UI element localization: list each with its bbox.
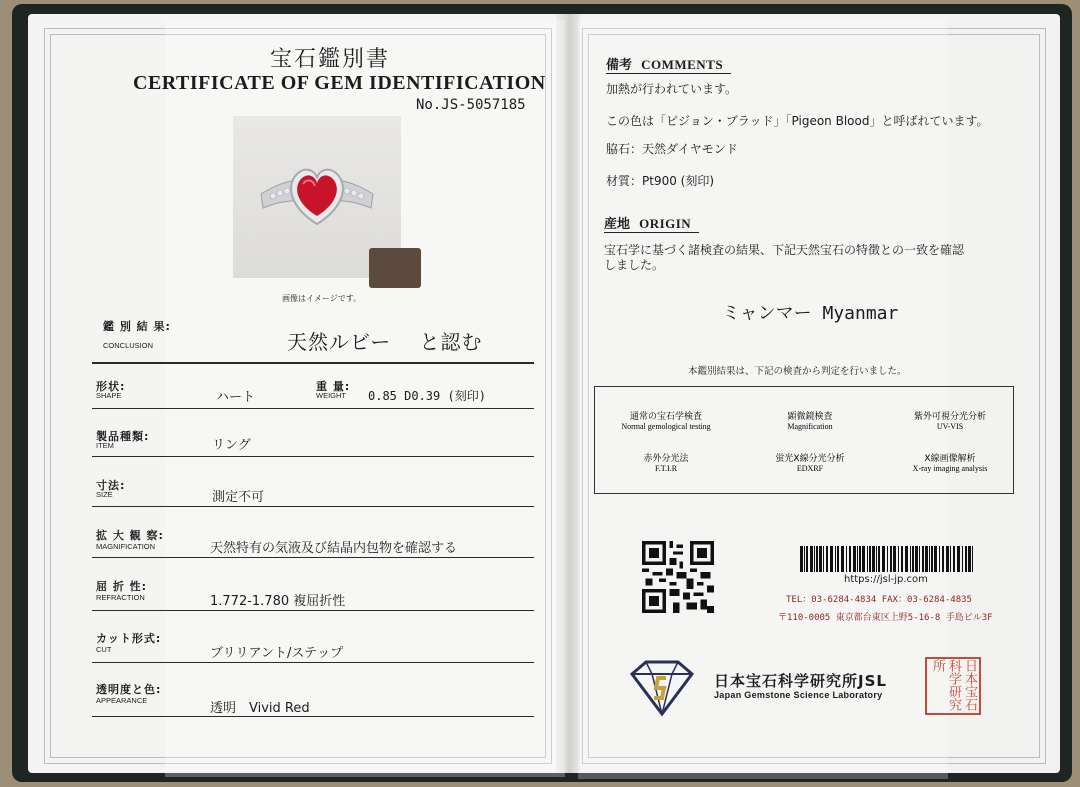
qr-code[interactable] — [642, 541, 714, 613]
test-en: UV-VIS — [936, 422, 964, 431]
barcode-bar — [804, 546, 805, 572]
barcode-bar — [862, 546, 865, 572]
test-jp: 赤外分光法 — [643, 454, 689, 464]
barcode-bar — [972, 546, 973, 572]
row-rule — [92, 716, 534, 717]
barcode-bar — [857, 546, 858, 572]
barcode-bar — [962, 546, 963, 572]
comments-heading — [606, 54, 731, 74]
comment-line-1: 加熱が行われています。 — [606, 82, 738, 96]
barcode-bar — [830, 546, 833, 572]
barcode-bar — [957, 546, 960, 572]
website-url: https://jsl-jp.com — [844, 574, 928, 585]
barcode-bar — [841, 546, 844, 572]
item-label: 製品種類: — [96, 430, 150, 443]
barcode-bar — [869, 546, 871, 572]
comments-heading-en: COMMENTS — [641, 57, 724, 72]
test-jp: 顕微鏡検査 — [787, 412, 833, 422]
barcode-bar — [893, 546, 896, 572]
barcode-bar — [849, 546, 851, 572]
test-en: Magnification — [787, 422, 833, 431]
refraction-label-en: REFRACTION — [96, 593, 145, 602]
origin-value: ミャンマー Myanmar — [722, 303, 899, 324]
address: 〒110-0005 東京都台東区上野5-16-8 手島ビル3F — [778, 613, 993, 623]
weight-label: 重 量: — [316, 380, 351, 393]
appearance-value: 透明 Vivid Red — [210, 701, 310, 716]
barcode — [800, 546, 976, 572]
origin-heading-en: ORIGIN — [639, 216, 692, 231]
barcode-bar — [853, 546, 856, 572]
barcode-bar — [942, 546, 944, 572]
weight-label-en: WEIGHT — [316, 391, 346, 400]
barcode-bar — [905, 546, 908, 572]
barcode-bar — [915, 546, 918, 572]
cut-value: ブリリアント/ステップ — [210, 646, 344, 661]
origin-heading-jp: 産地 — [604, 217, 631, 232]
barcode-bar — [939, 546, 940, 572]
tests-intro: 本鑑別結果は、下記の検査から判定を行いました。 — [688, 366, 907, 377]
barcode-bar — [846, 546, 847, 572]
barcode-bar — [867, 546, 868, 572]
barcode-bar — [835, 546, 836, 572]
cut-label: カット形式: — [96, 632, 162, 645]
test-jp: 蛍光X線分光分析 — [775, 454, 845, 464]
origin-heading — [604, 213, 699, 233]
barcode-bar — [953, 546, 955, 572]
row-rule — [92, 557, 534, 558]
barcode-bar — [837, 546, 839, 572]
barcode-bar — [922, 546, 924, 572]
tel-fax: TEL：03-6284-4834 FAX：03-6284-4835 — [786, 595, 972, 605]
barcode-bar — [878, 546, 880, 572]
shape-value: ハート — [216, 390, 256, 405]
certificate-number: No.JS-5057185 — [416, 97, 526, 113]
barcode-bar — [934, 546, 937, 572]
row-rule — [92, 610, 534, 611]
barcode-bar — [810, 546, 813, 572]
barcode-bar — [819, 546, 822, 572]
barcode-bar — [931, 546, 933, 572]
size-label: 寸法: — [96, 479, 126, 492]
test-jp: X線画像解析 — [924, 454, 976, 464]
red-seal-stamp: 日本宝石科学研究所 — [925, 657, 981, 715]
barcode-bar — [876, 546, 877, 572]
refraction-label: 屈 折 性: — [96, 580, 148, 593]
barcode-bar — [816, 546, 818, 572]
magnification-label: 拡 大 観 察: — [96, 529, 164, 542]
shape-label: 形状: — [96, 380, 126, 393]
cut-label-en: CUT — [96, 645, 112, 654]
test-en: F.T.I.R — [654, 464, 678, 473]
barcode-bar — [898, 546, 899, 572]
comment-line-4: 材質：Pt900 (刻印) — [606, 174, 715, 188]
size-value: 測定不可 — [212, 490, 265, 505]
row-rule — [92, 506, 534, 507]
barcode-bar — [901, 546, 903, 572]
test-item — [745, 451, 875, 473]
row-rule — [92, 408, 534, 409]
test-item — [885, 409, 1015, 431]
lab-name-jp: 日本宝石科学研究所JSL — [714, 672, 887, 690]
barcode-bar — [919, 546, 920, 572]
test-item — [601, 409, 731, 431]
embossed-seal — [369, 248, 421, 288]
row-rule — [92, 662, 534, 663]
comments-heading-jp: 備考 — [606, 58, 633, 73]
item-value: リング — [212, 438, 251, 453]
barcode-bar — [882, 546, 885, 572]
conclusion-label: 鑑 別 結 果: — [103, 320, 171, 333]
test-en: X-ray imaging analysis — [912, 464, 988, 473]
comment-line-2: この色は「ピジョン・ブラッド」「Pigeon Blood」と呼ばれています。 — [606, 114, 989, 128]
barcode-bar — [806, 546, 808, 572]
shape-label-en: SHAPE — [96, 391, 122, 400]
origin-text-1: 宝石学に基づく諸検査の結果、下記天然宝石の特徴との一致を確認 — [604, 243, 965, 257]
appearance-label: 透明度と色: — [96, 683, 162, 696]
conclusion-rule — [92, 362, 534, 364]
test-en: EDXRF — [796, 464, 824, 473]
conclusion-label-en: CONCLUSION — [103, 341, 154, 350]
photo-caption: 画像はイメージです。 — [282, 294, 362, 303]
item-label-en: ITEM — [96, 441, 114, 450]
magnification-label-en: MAGNIFICATION — [96, 542, 156, 551]
barcode-bar — [950, 546, 951, 572]
diamond-logo-icon — [622, 660, 702, 718]
barcode-bar — [800, 546, 803, 572]
title-english: CERTIFICATE OF GEM IDENTIFICATION — [133, 72, 546, 94]
weight-value: 0.85 D0.39 (刻印) — [368, 389, 486, 403]
magnification-value: 天然特有の気液及び結晶内包物を確認する — [210, 541, 458, 556]
barcode-bar — [887, 546, 888, 572]
barcode-bar — [890, 546, 892, 572]
comment-line-3: 脇石：天然ダイヤモンド — [606, 142, 738, 156]
tests-box — [594, 386, 1014, 494]
barcode-bar — [925, 546, 928, 572]
title-japanese: 宝石鑑別書 — [270, 47, 391, 72]
test-jp: 紫外可視分光分析 — [913, 412, 986, 422]
barcode-bar — [910, 546, 911, 572]
appearance-label-en: APPEARANCE — [96, 696, 148, 705]
barcode-bar — [872, 546, 875, 572]
test-item — [601, 451, 731, 473]
lab-name-en: Japan Gemstone Science Laboratory — [714, 690, 883, 700]
barcode-bar — [912, 546, 914, 572]
conclusion-value: 天然ルビー と認む — [287, 330, 483, 354]
test-item — [745, 409, 875, 431]
refraction-value: 1.772-1.780 複屈折性 — [210, 594, 346, 609]
test-en: Normal gemological testing — [621, 422, 711, 431]
test-jp: 通常の宝石学検査 — [629, 412, 702, 422]
barcode-bar — [946, 546, 949, 572]
barcode-bar — [929, 546, 930, 572]
barcode-bar — [965, 546, 967, 572]
row-rule — [92, 456, 534, 457]
barcode-bar — [823, 546, 824, 572]
size-label-en: SIZE — [96, 490, 113, 499]
barcode-bar — [968, 546, 971, 572]
barcode-bar — [814, 546, 815, 572]
test-item — [885, 451, 1015, 473]
barcode-bar — [859, 546, 861, 572]
barcode-bar — [826, 546, 828, 572]
origin-text-2: しました。 — [604, 258, 665, 272]
